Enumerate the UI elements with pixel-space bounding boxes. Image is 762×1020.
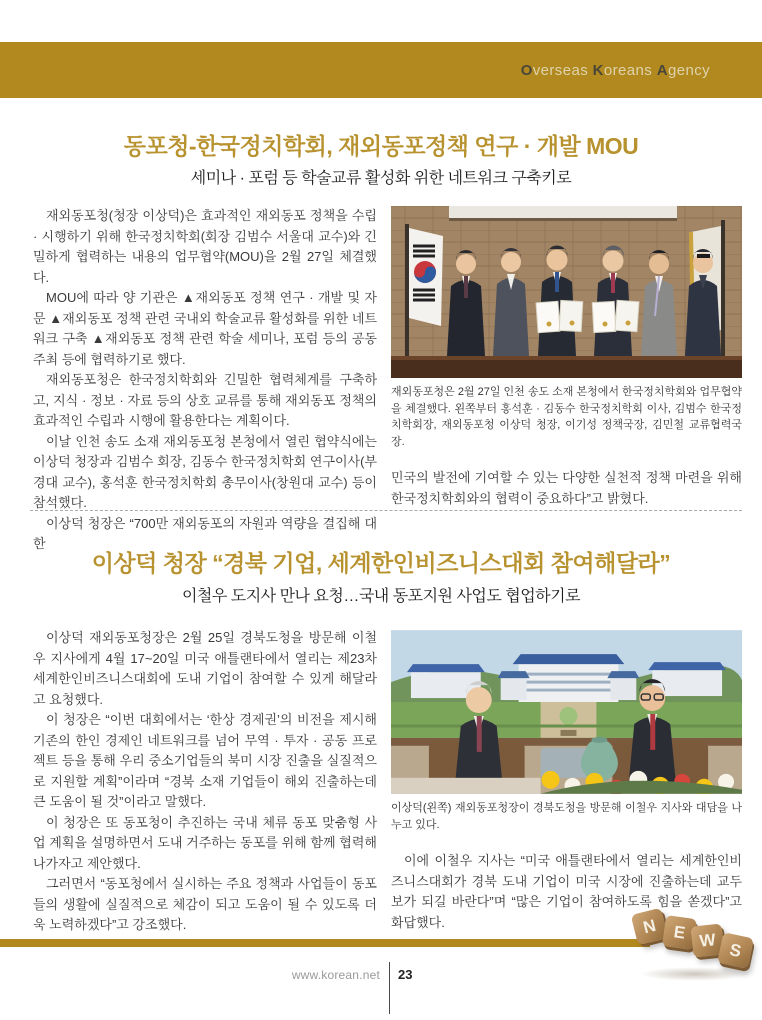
agency-text: oreans bbox=[603, 61, 657, 79]
agency-text: gency bbox=[667, 61, 710, 79]
article2-photo-column bbox=[391, 630, 742, 933]
paragraph: 이상덕 재외동포청장은 2월 25일 경북도청을 방문해 이철우 지사에게 4월 17~20일 미국 애틀랜타에서 열리는 제23차 세계한인비즈니스대회에 도내 기업이 참여할 수 있게 해달라고 요청했다. bbox=[33, 630, 377, 707]
footer-site-url: www.korean.net bbox=[291, 968, 380, 982]
agency-initial-a: A bbox=[656, 61, 668, 79]
paragraph: 이상덕 청장은 “700만 재외동포의 자원과 역량을 결집해 대한 bbox=[33, 515, 377, 551]
article1-photo-column bbox=[391, 206, 742, 509]
agency-text: verseas bbox=[532, 61, 593, 79]
article2-title: 이상덕 청장 “경북 기업, 세계한인비즈니스대회 참여해달라” bbox=[91, 550, 671, 576]
paragraph: 재외동포청(청장 이상덕)은 효과적인 재외동포 정책을 수립 · 시행하기 위해 한국정치학회(회장 김범수 서울대 교수)와 긴밀하게 협력하는 내용의 업무협약(MOU)을 2월 27일 체결했다. bbox=[33, 208, 377, 285]
paragraph: 이 청장은 “이번 대회에서는 ‘한상 경제권’의 비전을 제시해 기존의 한인 경제인 네트워크를 넘어 무역 · 투자 · 공동 프로젝트 등을 통해 우리 중소기업들의 북미 시장 진출을 실질적으로 지원할 계획”이라며 “경북 소재 기업들이 해외 진출하는데 큰 도움이 될 것”이라고 말했다. bbox=[33, 712, 377, 809]
paragraph: 재외동포청은 한국정치학회와 긴밀한 협력체계를 구축하고, 지식 · 정보 · 자료 등의 상호 교류를 통해 재외동포 정책의 효과적인 수립과 시행에 활용한다는 계획이다. bbox=[33, 372, 377, 428]
article1-body-column bbox=[33, 206, 377, 555]
footer-divider bbox=[389, 962, 390, 1014]
news-cube-e: E bbox=[662, 915, 697, 950]
mou-signing-photo bbox=[391, 206, 742, 378]
news-cube-s: S bbox=[717, 932, 754, 969]
article2-subtitle: 이철우 도지사 만나 요청…국내 동포지원 사업도 협업하기로 bbox=[181, 588, 581, 605]
paragraph: 이날 인천 송도 소재 재외동포청 본청에서 열린 협약식에는 이상덕 청장과 김범수 회장, 김동수 한국정치학회 연구이사(부경대 교수), 홍석훈 한국정치학회 총무이사(창원대 교수) 등이 참석했다. bbox=[33, 433, 377, 510]
article1-photo-caption: 재외동포청은 2월 27일 인천 송도 소재 본청에서 한국정치학회와 업무협약을 체결했다. 왼쪽부터 홍석훈 · 김동수 한국정치학회 이사, 김범수 한국정치학회장, 재외동포청 이상덕 청장, 이기성 정책국장, 김민철 교류협력국장. bbox=[391, 386, 742, 448]
article2-photo-caption: 이상덕(왼쪽) 재외동포청장이 경북도청을 방문해 이철우 지사와 대담을 나누고 있다. bbox=[391, 802, 742, 831]
paragraph: MOU에 따라 양 기관은 ▲재외동포 정책 연구 · 개발 및 자문 ▲재외동포 정책 관련 국내외 학술교류 활성화를 위한 네트워크 구축 ▲재외동포 정책 관련 학술 세미나, 포럼 등의 공동 주최 등에 협력하기로 했다. bbox=[33, 290, 377, 367]
paragraph: 그러면서 “동포청에서 실시하는 주요 정책과 사업들이 동포들의 생활에 실질적으로 체감이 되고 도움이 될 수 있도록 더욱 노력하겠다”고 강조했다. bbox=[33, 876, 377, 932]
footer-page-number: 23 bbox=[398, 967, 413, 982]
paragraph: 이에 이철우 지사는 “미국 애틀랜타에서 열리는 세계한인비즈니스대회가 경북 도내 기업이 미국 시장에 진출하는데 교두보가 되길 바란다”며 “많은 기업이 참여하도록 힘을 쏟겠다”고 화답했다. bbox=[391, 853, 742, 930]
news-cubes-graphic bbox=[630, 903, 750, 993]
article1-subtitle: 세미나 · 포럼 등 학술교류 활성화 위한 네트워크 구축키로 bbox=[190, 170, 572, 187]
bottom-gold-bar bbox=[0, 939, 650, 947]
article2-body-column bbox=[33, 628, 377, 936]
agency-name bbox=[521, 62, 710, 79]
header-band bbox=[0, 42, 762, 98]
agency-initial-o: O bbox=[520, 61, 533, 79]
news-cube-n: N bbox=[631, 908, 669, 946]
article1-title: 동포청-한국정치학회, 재외동포정책 연구 · 개발 MOU bbox=[123, 133, 639, 159]
governor-meeting-photo bbox=[391, 630, 742, 794]
paragraph: 민국의 발전에 기여할 수 있는 다양한 실천적 정책 마련을 위해 한국정치학회와의 협력이 중요하다”고 밝혔다. bbox=[391, 470, 742, 506]
section-divider bbox=[30, 510, 742, 511]
cubes-shadow bbox=[640, 967, 750, 981]
article1-continuation bbox=[391, 468, 742, 509]
news-cube-w: W bbox=[690, 923, 724, 957]
paragraph: 이 청장은 또 동포청이 추진하는 국내 체류 동포 맞춤형 사업 계획을 설명하면서 도내 거주하는 동포를 위해 함께 협력해 나가자고 제안했다. bbox=[33, 814, 377, 871]
agency-initial-k: K bbox=[592, 61, 604, 79]
